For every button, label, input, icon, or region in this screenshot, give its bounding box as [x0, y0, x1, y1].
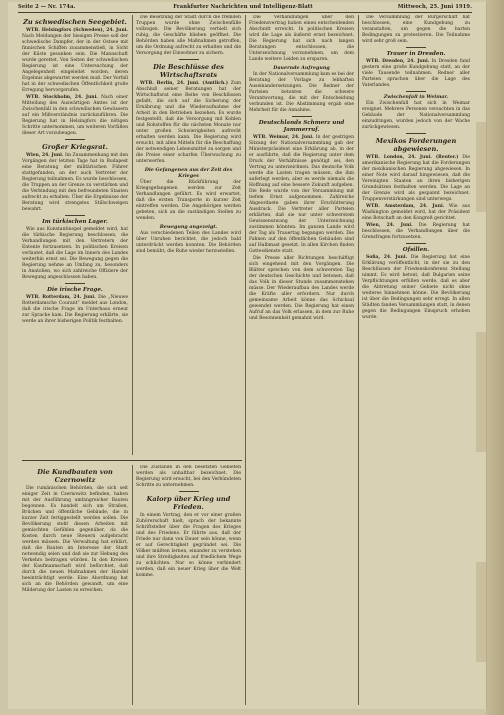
article-text: Im Zusammenhang mit den Vorgängen der letzten Tage hat in Budapest eine Beratung der militärischen Führer stattgefunden, an der auch Vertreter der Regierung teilnahmen. Es wurde beschlossen, die Truppen an der Grenze zu verstärken und die Verbindung mit den befreundeten Staaten aufrecht zu erhalten. Über die Ergebnisse der Beratung wird strengstes Stillschweigen bewahrt. [22, 153, 128, 212]
dateline: WTB. Berlin, 24. Juni. (Amtlich.) [140, 81, 228, 86]
column-2 [136, 15, 241, 455]
headline: Ofsillen. [402, 247, 430, 253]
column-rule [132, 15, 133, 455]
page-edge [486, 0, 504, 715]
article-text: Die Besetzung der Stadt durch die fremden Truppen wurde ohne Zwischenfälle vollzogen. Die Bevölkerung verhielt sich ruhig, die Geschäfte blieben geöffnet. Die Behörden haben alle Maßnahmen getroffen, um die Ordnung aufrecht zu erhalten und die Versorgung der Einwohner zu sichern. [136, 15, 241, 56]
column-rule [132, 465, 133, 705]
separator [65, 215, 85, 216]
headline: Die Beschlüsse des Wirtschaftsrats [153, 63, 224, 79]
column-1 [22, 15, 128, 455]
separator [406, 243, 426, 244]
separator [179, 491, 199, 492]
headline: Kalorp über Krieg und Frieden. [146, 495, 231, 511]
article-text: Wie aus Washington gemeldet wird, hat der Präsident eine Botschaft an den Kongreß gerichtet. [362, 204, 470, 221]
headline: Zu schwedischen Seegebiet. [23, 18, 127, 26]
article-text: In der Nationalversammlung kam es bei der Beratung der Vorlage zu lebhaften Auseinandersetzungen. Die Redner der Parteien betonten die schwere Verantwortung, die mit der Entscheidung verbunden ist. Die Abstimmung ergab eine Mehrheit für die Annahme. [249, 72, 354, 113]
subheadline: Zwischenfall in Weimar. [383, 94, 449, 100]
header-masthead: Frankfurter Nachrichten und Intelligenz-Blatt [173, 4, 313, 10]
article-text: Wie aus Konstantinopel gemeldet wird, hat die türkische Regierung beschlossen, die Verhandlungen mit den Vertretern der Entente fortzusetzen. In politischen Kreisen verlautet, daß die Lage im Innern des Landes weiterhin ernst sei. Die Bewegung gegen die Regierung nehme an Umfang zu, besonders in Anatolien, wo sich zahlreiche Offiziere der Bewegung angeschlossen haben. [22, 227, 128, 280]
dateline: WTB. Dresden, 24. Juni. [366, 59, 430, 64]
header-page-number: Seite 2 — Nr. 174a. [18, 4, 76, 10]
article-text: Aus verschiedenen Teilen des Landes wird über Unruhen berichtet, die jedoch bald unterdrückt werden konnten. Die Behörden sind bemüht, die Ruhe wieder herzustellen. [136, 231, 241, 254]
article-text: In einem Vortrag, den er vor einer großen Zuhörerschaft hielt, sprach der bekannte Schriftsteller über die Fragen des Krieges und des Friedens. Er führte aus, daß der Friede nur dann von Dauer sein könne, wenn er auf Gerechtigkeit gegründet sei. Die Völker müßten lernen, einander zu verstehen und ihre Streitigkeiten auf friedlichem Wege zu schlichten. Nur so könne verhindert werden, daß ein neuer Krieg über die Welt komme. [136, 513, 241, 578]
separator [292, 116, 312, 117]
dateline: Wien, 24. Juni. [26, 153, 64, 158]
article-text: Über die Rückführung der Kriegsgefangenen werden zur Zeit Verhandlungen geführt. Es wird erwartet, daß die ersten Transporte in kurzer Zeit eintreffen werden. Die Angehörigen werden gebeten, sich an die zuständigen Stellen zu wenden. [136, 180, 241, 221]
dateline: Wien, 24. Juni. [366, 223, 413, 228]
lower-column-1 [22, 465, 128, 705]
article-text: Ein Zwischenfall hat sich in Weimar ereignet. Mehrere Personen versuchten in das Gebäude der Nationalversammlung einzudringen, wurden jedoch von der Wache zurückgewiesen. [362, 101, 470, 130]
article-text: In Dresden fand gestern eine große Kundgebung statt, an der viele Tausende teilnahmen. Redner aller Parteien sprachen über die Lage des Vaterlandes. [362, 59, 470, 88]
subheadline: Bewegung angezeigt. [159, 224, 218, 230]
headline: Trauer in Dresden. [386, 51, 446, 57]
header-date: Mittwoch, 25. Juni 1919. [397, 4, 472, 10]
paper-stain [476, 332, 486, 452]
article-text: Zum Abschluß seiner Beratungen hat der Wirtschaftsrat eine Reihe von Beschlüssen gefaßt, die sich auf die Sicherung der Ernährung und die Wiederaufnahme der Arbeit in den Betrieben beziehen. Es wurde festgestellt, daß die Versorgung mit Kohlen und Rohstoffen für die nächsten Monate nur unter großen Schwierigkeiten aufrecht erhalten werden kann. Die Regierung wird ersucht, mit allen Mitteln für die Beschaffung der notwendigen Lebensmittel zu sorgen und die Preise einer scharfen Überwachung zu unterwerfen. [136, 81, 241, 164]
headline: Deutschlands Schmerz und Jammerruf. [258, 120, 345, 133]
article-text: Die Versammlung der Bürgerschaft hat beschlossen, eine Kundgebung zu veranstalten, um gegen die harten Bedingungen zu protestieren. Die Teilnahme wird sehr groß sein. [362, 15, 470, 44]
article-text: Die Verhandlungen über den Friedensvertrag haben einen entscheidenden Abschnitt erreicht. In politischen Kreisen wird die Lage als äußerst ernst bezeichnet. Die Regierung hat sich nach langen Beratungen entschlossen, die Unterzeichnung vorzunehmen, um dem Lande weitere Leiden zu ersparen. [249, 15, 354, 62]
separator [406, 133, 426, 134]
column-rule [358, 15, 359, 705]
article-text: In der gestrigen Sitzung der Nationalversammlung gab der Ministerpräsident eine Erklärung ab, in der er ausführte, daß die Regierung unter dem Druck der Verhältnisse genötigt sei, den Vertrag zu unterzeichnen. Das deutsche Volk werde die Lasten tragen müssen, die ihm auferlegt werden, aber es werde niemals die Hoffnung auf eine bessere Zukunft aufgeben. Die Rede wurde von der Versammlung mit tiefem Ernst aufgenommen. Zahlreiche Abgeordnete gaben ihrer Erschütterung Ausdruck. Die Vertreter aller Parteien erklärten, daß sie nur unter schwerstem Gewissenszwang der Unterzeichnung zustimmen könnten. Im ganzen Lande wird der Tag als Trauertag begangen werden. Die Fahnen auf den öffentlichen Gebäuden sind auf Halbmast gesetzt. In allen Kirchen finden Gottesdienste statt. [249, 135, 354, 254]
headline: Die Kundbauten von Czernowitz [37, 468, 113, 484]
paper-stain [476, 562, 486, 662]
dateline: WTB. London, 24. Juni. (Reuter.) [366, 155, 459, 160]
page-header [18, 3, 472, 13]
separator [406, 47, 426, 48]
dateline: Sofia, 24. Juni. [366, 255, 408, 260]
article-text: Die rumänischen Behörden, die sich seit einiger Zeit in Czernowitz befinden, haben mit der Ausführung umfangreicher Bauten begonnen. Es handelt sich um Straßen, Brücken und öffentliche Gebäude, die in kurzer Zeit fertiggestellt werden sollen. Die Bevölkerung steht diesen Arbeiten mit gemischten Gefühlen gegenüber, da die Kosten durch neue Steuern aufgebracht werden müssen. Die Verwaltung hat erklärt, daß die Bauten im Interesse der Stadt notwendig seien und daß sie zur Hebung des Verkehrs beitragen würden. In den Kreisen der Kaufmannschaft wird befürchtet, daß durch die neuen Maßnahmen der Handel beeinträchtigt werde. Eine Abordnung hat sich an die Behörden gewandt, um eine Milderung der Lasten zu erreichen. [22, 486, 128, 593]
article-text: Die Regierung hat eine Erklärung veröffentlicht, in der sie zu den Beschlüssen der Friedenskonferenz Stellung nimmt. Es wird betont, daß Bulgarien seine Verpflichtungen erfüllen werde, daß es aber die Abtretung seiner Gebiete nicht ohne weiteres hinnehmen könne. Die Bevölkerung ist über die Bedingungen sehr erregt. In allen Städten fanden Versammlungen statt, in denen gegen die Bedingungen Einspruch erhoben wurde. [362, 255, 470, 320]
article-text: Die Presse aller Richtungen beschäftigt sich eingehend mit den Vorgängen. Die Blätter sprechen von dem schwersten Tag der deutschen Geschichte und betonen, daß das Volk in dieser Stunde zusammenstehen müsse. Der Wiederaufbau des Landes werde die Kräfte aller erfordern. Nur durch gemeinsame Arbeit könne das Schicksal gewendet werden. Die Regierung hat einen Aufruf an das Volk erlassen, in dem zur Ruhe und Besonnenheit gemahnt wird. [249, 256, 354, 321]
article-text: Nach einer Mitteilung des Auswärtigen Amtes ist der Zwischenfall in den schwedischen Gewässern auf ein Mißverständnis zurückzuführen. Die Regierung hat in Helsingfors die nötigen Schritte unternommen, um weiteren Vorfällen dieser Art vorzubeugen. [22, 95, 128, 136]
dateline: WTB. Weimar, 24. Juni. [253, 135, 314, 140]
column-4 [362, 15, 470, 715]
column-3 [249, 15, 354, 715]
article-text: Nach Meldungen der hiesigen Presse soll der schwedische Dampfer, der in der Ostsee mit finnischen Schiffen zusammenstieß, in Sicht der Küste gesunken sein. Die Mannschaft wurde gerettet. Von Seiten der schwedischen Regierung ist eine Untersuchung der Angelegenheit eingeleitet worden, deren Ergebnis abgewartet werden muß. Der Vorfall hat in der schwedischen Öffentlichkeit große Erregung hervorgerufen. [22, 34, 128, 93]
article-text: Die Regierung hat beschlossen, die Verhandlungen über die Grenzfragen fortzusetzen. [362, 223, 470, 240]
separator [179, 59, 199, 60]
headline: Großer Kriegsrat. [42, 143, 108, 151]
article-text: Die „Nieuwe Rotterdamsche Courant“ meldet aus London, daß die irische Frage im Unterhaus erneut zur Sprache kam. Die Regierung erklärte, sie werde an ihrer bisherigen Politik festhalten. [22, 295, 128, 324]
separator [65, 283, 85, 284]
lower-column-2 [136, 465, 241, 705]
article-text: Die amerikanische Regierung hat die Forderungen der mexikanischen Regierung abgewiesen. In einer Note wird darauf hingewiesen, daß die Vereinigten Staaten an ihren bisherigen Grundsätzen festhalten werden. Die Lage an der Grenze wird als gespannt bezeichnet. Truppenverstärkungen sind unterwegs. [362, 155, 470, 202]
separator [65, 139, 85, 140]
subheadline: Die Gefangenen aus der Zeit des Krieges [144, 167, 233, 179]
headline: Die irische Frage. [47, 287, 103, 293]
subheadline: Dauernde Aufregung [273, 65, 330, 71]
section-rule [22, 460, 242, 461]
headline: Mexikos Forderungen abgewiesen. [375, 137, 457, 153]
article-text: Die Zustände in den besetzten Gebieten werden als unhaltbar bezeichnet. Die Regierung wird ersucht, bei den Verbündeten Schritte zu unternehmen. [136, 465, 241, 488]
dateline: WTB. Amsterdam, 24. Juni. [366, 204, 445, 209]
separator [406, 91, 426, 92]
headline: Im türkischen Lager. [42, 219, 108, 225]
dateline: WTB. Stockholm, 24. Juni. [26, 95, 98, 100]
dateline: WTB. Helsingfors (Schweden), 24. Juni. [26, 28, 128, 33]
paper-stain [476, 122, 486, 212]
dateline: WTB. Rotterdam, 24. Juni. [26, 295, 96, 300]
column-rule [245, 15, 246, 705]
